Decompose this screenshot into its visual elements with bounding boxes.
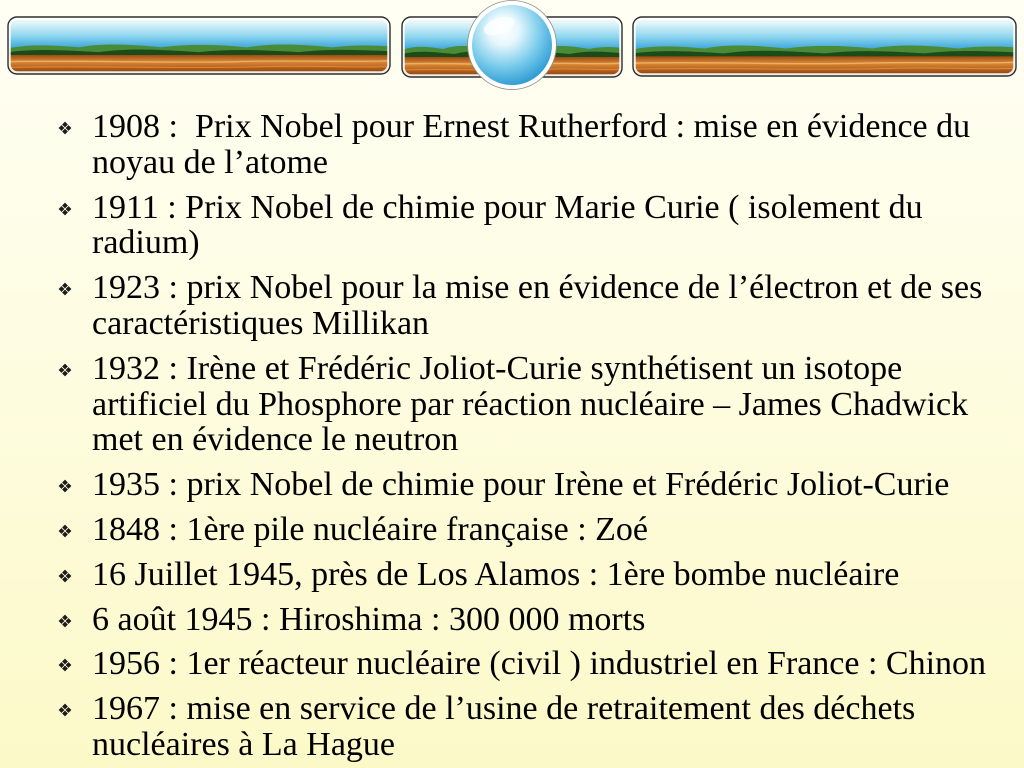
four-diamond-bullet-icon [58,703,72,717]
list-item-text: 1967 : mise en service de l’usine de retraitement des déchets nucléaires à La Hague [92,690,924,763]
four-diamond-bullet-icon [58,121,72,135]
list-item [0,270,1007,342]
list-item-text: 1935 : prix Nobel de chimie pour Irène et Frédéric Joliot-Curie [92,466,950,504]
list-item [0,557,1007,593]
list-item [0,646,1007,682]
list-item-text: 1911 : Prix Nobel de chimie pour Marie Curie ( isolement du radium) [92,188,932,262]
event-list [0,109,1007,763]
list-item [0,190,1007,262]
list-item-text: 6 août 1945 : Hiroshima : 300 000 morts [92,600,646,638]
header-banner [0,0,1024,96]
four-diamond-bullet-icon [58,524,72,538]
four-diamond-bullet-icon [58,363,72,377]
list-item [0,467,1007,503]
list-item-text: 16 Juillet 1945, près de Los Alamos : 1ère bombe nucléaire [92,555,900,593]
list-item [0,691,1007,763]
four-diamond-bullet-icon [58,614,72,628]
list-item [0,109,1007,181]
list-item-text: 1932 : Irène et Frédéric Joliot-Curie synthétisent un isotope artificiel du Phosphore par réaction nucléaire – James Chadwick met en évidence le neutron [92,349,977,459]
list-item-text: 1848 : 1ère pile nucléaire française : Zoé [92,510,649,548]
list-item-text: 1956 : 1er réacteur nucléaire (civil ) industriel en France : Chinon [92,645,987,683]
list-item [0,351,1007,458]
four-diamond-bullet-icon [58,282,72,296]
banner-panel-right [633,17,1016,76]
banner-panel-left [8,17,390,74]
four-diamond-bullet-icon [58,479,72,493]
list-item-text: 1908 : Prix Nobel pour Ernest Rutherford : mise en évidence du noyau de l’atome [92,108,979,181]
list-item [0,512,1007,548]
four-diamond-bullet-icon [58,202,72,216]
four-diamond-bullet-icon [58,658,72,672]
four-diamond-bullet-icon [58,569,72,583]
list-item-text: 1923 : prix Nobel pour la mise en évidence de l’électron et de ses caractéristiques Millikan [92,269,991,342]
list-item [0,602,1007,638]
